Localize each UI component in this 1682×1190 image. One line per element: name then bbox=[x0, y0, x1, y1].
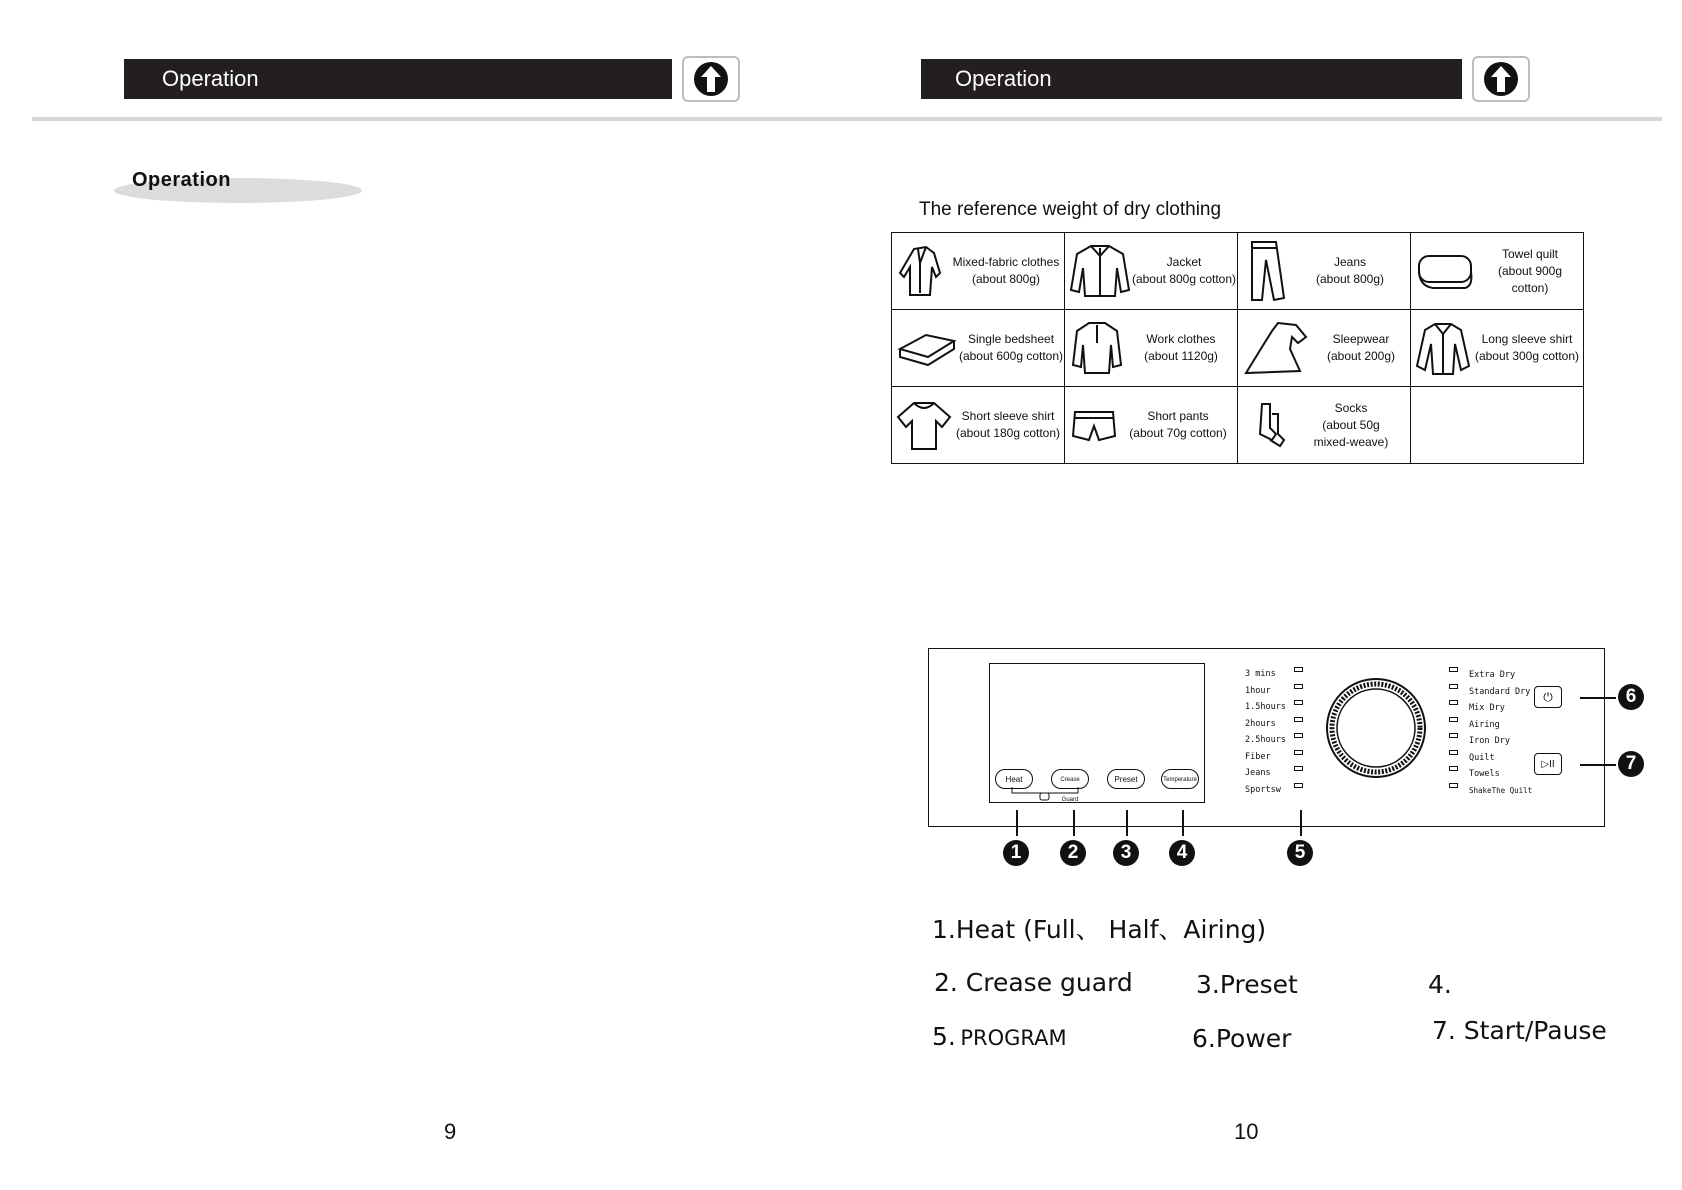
program-led bbox=[1294, 700, 1303, 705]
cell-line: (about 200g) bbox=[1326, 349, 1396, 363]
table-row bbox=[892, 310, 1584, 387]
program-led bbox=[1449, 667, 1458, 672]
cell-line: Single bedsheet bbox=[967, 332, 1055, 346]
table-cell bbox=[892, 310, 1065, 387]
program-item[interactable] bbox=[1449, 697, 1539, 714]
program-item[interactable] bbox=[1449, 780, 1539, 797]
legend-item-1: 1.Heat (Full、 Half、Airing) bbox=[932, 915, 1267, 944]
dry-program-list bbox=[1449, 664, 1539, 796]
cell-line: (about 800g cotton) bbox=[1131, 272, 1237, 286]
towel-quilt-icon bbox=[1415, 248, 1477, 294]
program-led bbox=[1294, 667, 1303, 672]
callout-badge-4: 4 bbox=[1169, 840, 1195, 866]
program-label: 2hours bbox=[1245, 718, 1276, 729]
table-cell bbox=[1065, 233, 1238, 310]
right-header-bar bbox=[921, 59, 1462, 99]
cell-line: Socks bbox=[1334, 400, 1368, 415]
cell-line: (about 800g) bbox=[971, 272, 1041, 286]
table-cell bbox=[1238, 310, 1411, 387]
program-led bbox=[1294, 750, 1303, 755]
left-page-number: 9 bbox=[444, 1119, 457, 1144]
bedsheet-icon bbox=[896, 325, 958, 371]
cell-line: (about 900g bbox=[1497, 263, 1563, 278]
program-label: Quilt bbox=[1469, 752, 1495, 763]
program-label: 1.5hours bbox=[1245, 702, 1286, 712]
program-label: ShakeThe Quilt bbox=[1469, 785, 1533, 795]
short-sleeve-shirt-icon bbox=[896, 397, 952, 453]
cell-line: mixed-weave) bbox=[1313, 434, 1389, 449]
up-arrow-icon bbox=[692, 60, 730, 98]
program-label: Fiber bbox=[1245, 751, 1271, 762]
program-led bbox=[1294, 766, 1303, 771]
legend-item-3: 3.Preset bbox=[1196, 970, 1298, 999]
temperature-button[interactable]: Temperature bbox=[1161, 769, 1199, 789]
table-cell bbox=[1238, 387, 1411, 464]
program-label: Mix Dry bbox=[1469, 703, 1505, 713]
start-pause-button[interactable] bbox=[1534, 753, 1562, 775]
power-icon: ⏻ bbox=[1543, 689, 1553, 704]
left-header-bar bbox=[124, 59, 672, 99]
short-pants-icon bbox=[1069, 402, 1119, 448]
program-item[interactable] bbox=[1449, 747, 1539, 764]
program-led bbox=[1449, 717, 1458, 722]
cell-line: Work clothes bbox=[1146, 332, 1216, 346]
left-up-arrow-button[interactable] bbox=[682, 56, 740, 102]
program-item[interactable] bbox=[1245, 680, 1303, 697]
work-clothes-icon bbox=[1069, 319, 1125, 377]
program-item[interactable] bbox=[1245, 713, 1303, 730]
left-header-title: Operation bbox=[162, 66, 259, 91]
legend-item-6: 6.Power bbox=[1192, 1024, 1292, 1053]
callout-line-3 bbox=[1126, 810, 1128, 836]
reference-weight-title: The reference weight of dry clothing bbox=[919, 199, 1222, 220]
program-label: Iron Dry bbox=[1469, 736, 1510, 746]
section-label: Operation bbox=[132, 169, 231, 191]
program-label: Extra Dry bbox=[1469, 670, 1516, 680]
table-cell bbox=[892, 387, 1065, 464]
program-led bbox=[1294, 783, 1303, 788]
callout-line-1 bbox=[1016, 810, 1018, 836]
cell-line: (about 600g cotton) bbox=[958, 349, 1064, 363]
program-label: 2.5hours bbox=[1245, 735, 1286, 745]
table-cell bbox=[1065, 387, 1238, 464]
program-label: Airing bbox=[1469, 719, 1500, 730]
program-led bbox=[1449, 684, 1458, 689]
program-item[interactable] bbox=[1449, 714, 1539, 731]
cell-line: Short sleeve shirt bbox=[961, 409, 1055, 423]
table-cell bbox=[1065, 310, 1238, 387]
legend-item-4: 4. bbox=[1428, 970, 1452, 999]
legend-item-5-text: PROGRAM bbox=[960, 1026, 1067, 1050]
table-cell bbox=[1411, 233, 1584, 310]
header-divider bbox=[32, 117, 1662, 121]
cell-line: Towel quilt bbox=[1501, 246, 1559, 261]
program-item[interactable] bbox=[1449, 763, 1539, 780]
callout-badge-3: 3 bbox=[1113, 840, 1139, 866]
reference-weight-table bbox=[891, 232, 1584, 464]
cell-line: (about 300g cotton) bbox=[1474, 349, 1580, 363]
cell-line: (about 1120g) bbox=[1144, 349, 1218, 363]
program-item[interactable] bbox=[1245, 762, 1303, 779]
callout-line-6 bbox=[1580, 697, 1616, 699]
program-item[interactable] bbox=[1245, 779, 1303, 796]
crease-guard-button[interactable]: Crease Guard bbox=[1051, 769, 1089, 789]
callout-line-5 bbox=[1300, 810, 1302, 836]
callout-badge-7: 7 bbox=[1618, 751, 1644, 777]
jeans-icon bbox=[1242, 240, 1290, 302]
cell-line: Mixed-fabric clothes bbox=[952, 255, 1060, 269]
program-led bbox=[1449, 783, 1458, 788]
legend-item-5-number: 5. bbox=[932, 1022, 956, 1051]
program-knob[interactable] bbox=[1325, 677, 1427, 779]
program-item[interactable] bbox=[1245, 696, 1303, 713]
cell-line: Long sleeve shirt bbox=[1481, 332, 1573, 346]
callout-badge-5: 5 bbox=[1287, 840, 1313, 866]
cell-line: Jacket bbox=[1166, 255, 1202, 269]
cell-line: Jeans bbox=[1333, 255, 1367, 269]
table-cell-empty bbox=[1411, 387, 1584, 464]
power-button[interactable] bbox=[1534, 686, 1562, 708]
child-lock-bracket bbox=[1010, 787, 1080, 801]
long-sleeve-shirt-icon bbox=[1415, 318, 1471, 378]
play-pause-icon: ▷II bbox=[1541, 758, 1555, 770]
shirt-mixed-icon bbox=[896, 243, 948, 299]
heat-button[interactable]: Heat bbox=[995, 769, 1033, 789]
program-led bbox=[1449, 766, 1458, 771]
table-row bbox=[892, 233, 1584, 310]
program-item[interactable] bbox=[1449, 730, 1539, 747]
legend-item-2: 2. Crease guard bbox=[934, 968, 1133, 997]
program-label: Jeans bbox=[1245, 768, 1271, 778]
up-arrow-icon bbox=[1482, 60, 1520, 98]
preset-button[interactable]: Preset bbox=[1107, 769, 1145, 789]
callout-badge-6: 6 bbox=[1618, 684, 1644, 710]
jacket-icon bbox=[1069, 242, 1131, 300]
program-item[interactable] bbox=[1449, 681, 1539, 698]
legend-item-7: 7. Start/Pause bbox=[1432, 1016, 1607, 1045]
right-page-number: 10 bbox=[1234, 1119, 1259, 1144]
sleepwear-icon bbox=[1242, 319, 1312, 377]
cell-line: (about 70g cotton) bbox=[1129, 426, 1227, 440]
right-header-title: Operation bbox=[955, 66, 1052, 91]
callout-line-4 bbox=[1182, 810, 1184, 836]
program-item[interactable] bbox=[1245, 663, 1303, 680]
table-cell bbox=[892, 233, 1065, 310]
program-led bbox=[1449, 750, 1458, 755]
program-label: Sportsw bbox=[1245, 784, 1281, 795]
program-led bbox=[1449, 733, 1458, 738]
time-program-list bbox=[1245, 663, 1303, 795]
cell-line: (about 800g) bbox=[1315, 272, 1385, 286]
table-row bbox=[892, 387, 1584, 464]
program-label: 3 mins bbox=[1245, 669, 1276, 679]
cell-line: (about 50g bbox=[1322, 417, 1380, 432]
program-led bbox=[1449, 700, 1458, 705]
program-item[interactable] bbox=[1245, 746, 1303, 763]
callout-line-7 bbox=[1580, 764, 1616, 766]
cell-line: cotton) bbox=[1511, 280, 1549, 295]
table-cell bbox=[1238, 233, 1411, 310]
callout-badge-2: 2 bbox=[1060, 840, 1086, 866]
program-item[interactable] bbox=[1245, 729, 1303, 746]
program-label: 1hour bbox=[1245, 685, 1271, 696]
program-label: Standard Dry bbox=[1469, 686, 1531, 697]
cell-line: (about 180g cotton) bbox=[955, 426, 1061, 440]
socks-icon bbox=[1242, 400, 1292, 450]
callout-badge-1: 1 bbox=[1003, 840, 1029, 866]
legend-item-5 bbox=[932, 1022, 1067, 1051]
program-item[interactable] bbox=[1449, 664, 1539, 681]
callout-line-2 bbox=[1073, 810, 1075, 836]
cell-line: Sleepwear bbox=[1332, 332, 1390, 346]
program-led bbox=[1294, 717, 1303, 722]
table-cell bbox=[1411, 310, 1584, 387]
program-led bbox=[1294, 684, 1303, 689]
program-label: Towels bbox=[1469, 769, 1500, 779]
right-up-arrow-button[interactable] bbox=[1472, 56, 1530, 102]
cell-line: Short pants bbox=[1147, 409, 1209, 423]
program-led bbox=[1294, 733, 1303, 738]
